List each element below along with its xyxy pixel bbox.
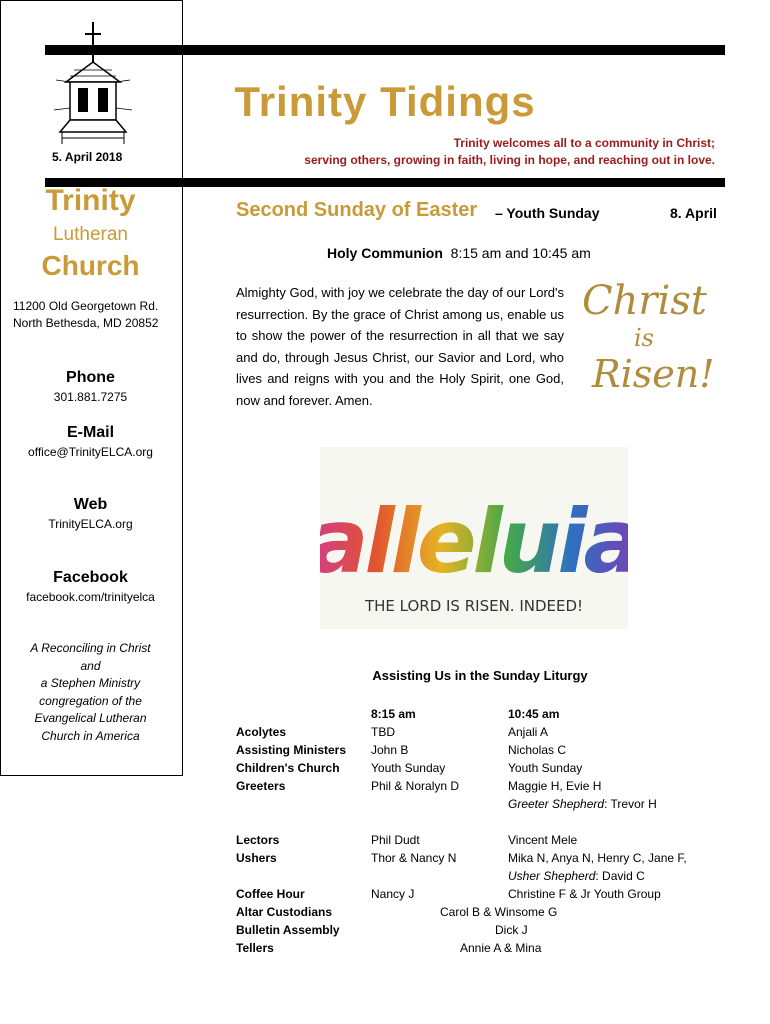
communion-line [327,245,591,261]
shepherd-name: : David C [595,869,645,883]
late-assignee: Nicholas C [508,743,567,757]
table-row [236,831,726,849]
is-word: is [634,324,654,352]
early-assignee: Youth Sunday [371,761,446,775]
web-address[interactable]: TrinityELCA.org [48,517,133,531]
church-steeple-illustration [48,20,138,150]
facebook-label: Facebook [53,569,128,586]
table-row-spacer [236,813,726,831]
issue-date: 5. April 2018 [52,150,123,164]
greeter-shepherd [508,795,657,813]
role-label: Assisting Ministers [236,743,347,757]
early-assignee: TBD [371,725,395,739]
role-label: Coffee Hour [236,887,305,901]
communion-label: Holy Communion [327,245,443,261]
mission-line: and [80,658,101,673]
risen-word: Risen! [592,352,715,396]
late-assignee: Anjali A [508,725,549,739]
shared-assignee: Dick J [495,923,528,937]
early-assignee: Nancy J [371,887,415,901]
sunday-date: 8. April [670,205,717,221]
mission-line: A Reconciling in Christ [30,641,151,655]
top-rule [45,45,725,55]
late-service-header: 10:45 am [508,707,560,721]
shepherd-name: : Trevor H [604,797,657,811]
newsletter-title: Trinity Tidings [234,78,536,125]
role-label: Greeters [236,779,286,793]
table-row [236,741,726,759]
communion-times: 8:15 am and 10:45 am [450,245,591,261]
late-assignee: Maggie H, Evie H [508,779,602,793]
role-label: Ushers [236,851,277,865]
liturgy-title: Assisting Us in the Sunday Liturgy [372,668,588,683]
web-label: Web [73,496,108,513]
shepherd-label: Usher Shepherd [508,869,596,883]
table-row [236,903,726,921]
sunday-heading: Second Sunday of Easter [236,199,478,221]
table-row [236,939,726,957]
table-row [236,867,726,885]
usher-shepherd [508,867,645,885]
role-label: Acolytes [236,725,287,739]
email-address[interactable]: office@TrinityELCA.org [28,445,153,459]
early-assignee: Phil Dudt [371,833,420,847]
shared-assignee: Annie A & Mina [460,941,542,955]
liturgy-table [236,723,726,957]
christ-is-risen-art [572,272,727,415]
early-assignee: John B [371,743,409,757]
late-assignee: Mika N, Anya N, Henry C, Jane F, [508,851,687,865]
shared-assignee: Carol B & Winsome G [440,905,558,919]
early-assignee: Phil & Noralyn D [371,779,460,793]
alleluia-word: alleluia [320,490,628,593]
table-row [236,885,726,903]
table-row [236,723,726,741]
phone-label: Phone [66,369,115,386]
mission-statement [0,640,181,745]
role-label: Children's Church [236,761,340,775]
mission-line: Church in America [41,728,140,743]
table-row [236,921,726,939]
facebook-address[interactable]: facebook.com/trinityelca [26,590,155,604]
church-name-church: Church [41,250,140,281]
table-row [236,777,726,795]
address-line-2: North Bethesda, MD 20852 [13,316,159,330]
prayer-text: Almighty God, with joy we celebrate the day of our Lord's resurrection. By the grace of Christ among us, enable us to show the power of the resurrection in all that we say and do, through Jesus Christ, our Savior and Lord, who lives and reigns with you and the Holy Spirit, one God, now and forever. Amen. [236,285,564,408]
shepherd-label: Greeter Shepherd [508,797,605,811]
youth-sunday-label: – Youth Sunday [495,205,600,221]
late-assignee: Vincent Mele [508,833,578,847]
early-service-header: 8:15 am [371,707,416,721]
early-assignee: Thor & Nancy N [371,851,457,865]
role-label: Lectors [236,833,280,847]
role-label: Altar Custodians [236,905,333,919]
table-row [236,795,726,813]
alleluia-art [320,447,628,629]
role-label: Tellers [236,941,274,955]
table-row [236,759,726,777]
late-assignee: Youth Sunday [508,761,583,775]
mission-line: a Stephen Ministry [40,676,141,690]
church-name-trinity: Trinity [45,184,136,217]
table-row [236,849,726,867]
christ-word: Christ [582,278,707,324]
late-assignee: Christine F & Jr Youth Group [508,887,661,901]
tagline-line-2: serving others, growing in faith, living in hope, and reaching out in love. [304,153,715,167]
mission-line: congregation of the [39,693,142,708]
church-name-lutheran: Lutheran [52,224,128,245]
tagline-line-1: Trinity welcomes all to a community in Christ; [453,136,715,150]
alleluia-caption: THE LORD IS RISEN. INDEED! [364,597,584,615]
role-label: Bulletin Assembly [236,923,340,937]
mission-line: Evangelical Lutheran [34,711,147,725]
phone-number[interactable]: 301.881.7275 [53,390,128,404]
email-label: E-Mail [66,424,115,441]
address-line-1: 11200 Old Georgetown Rd. [13,299,159,313]
